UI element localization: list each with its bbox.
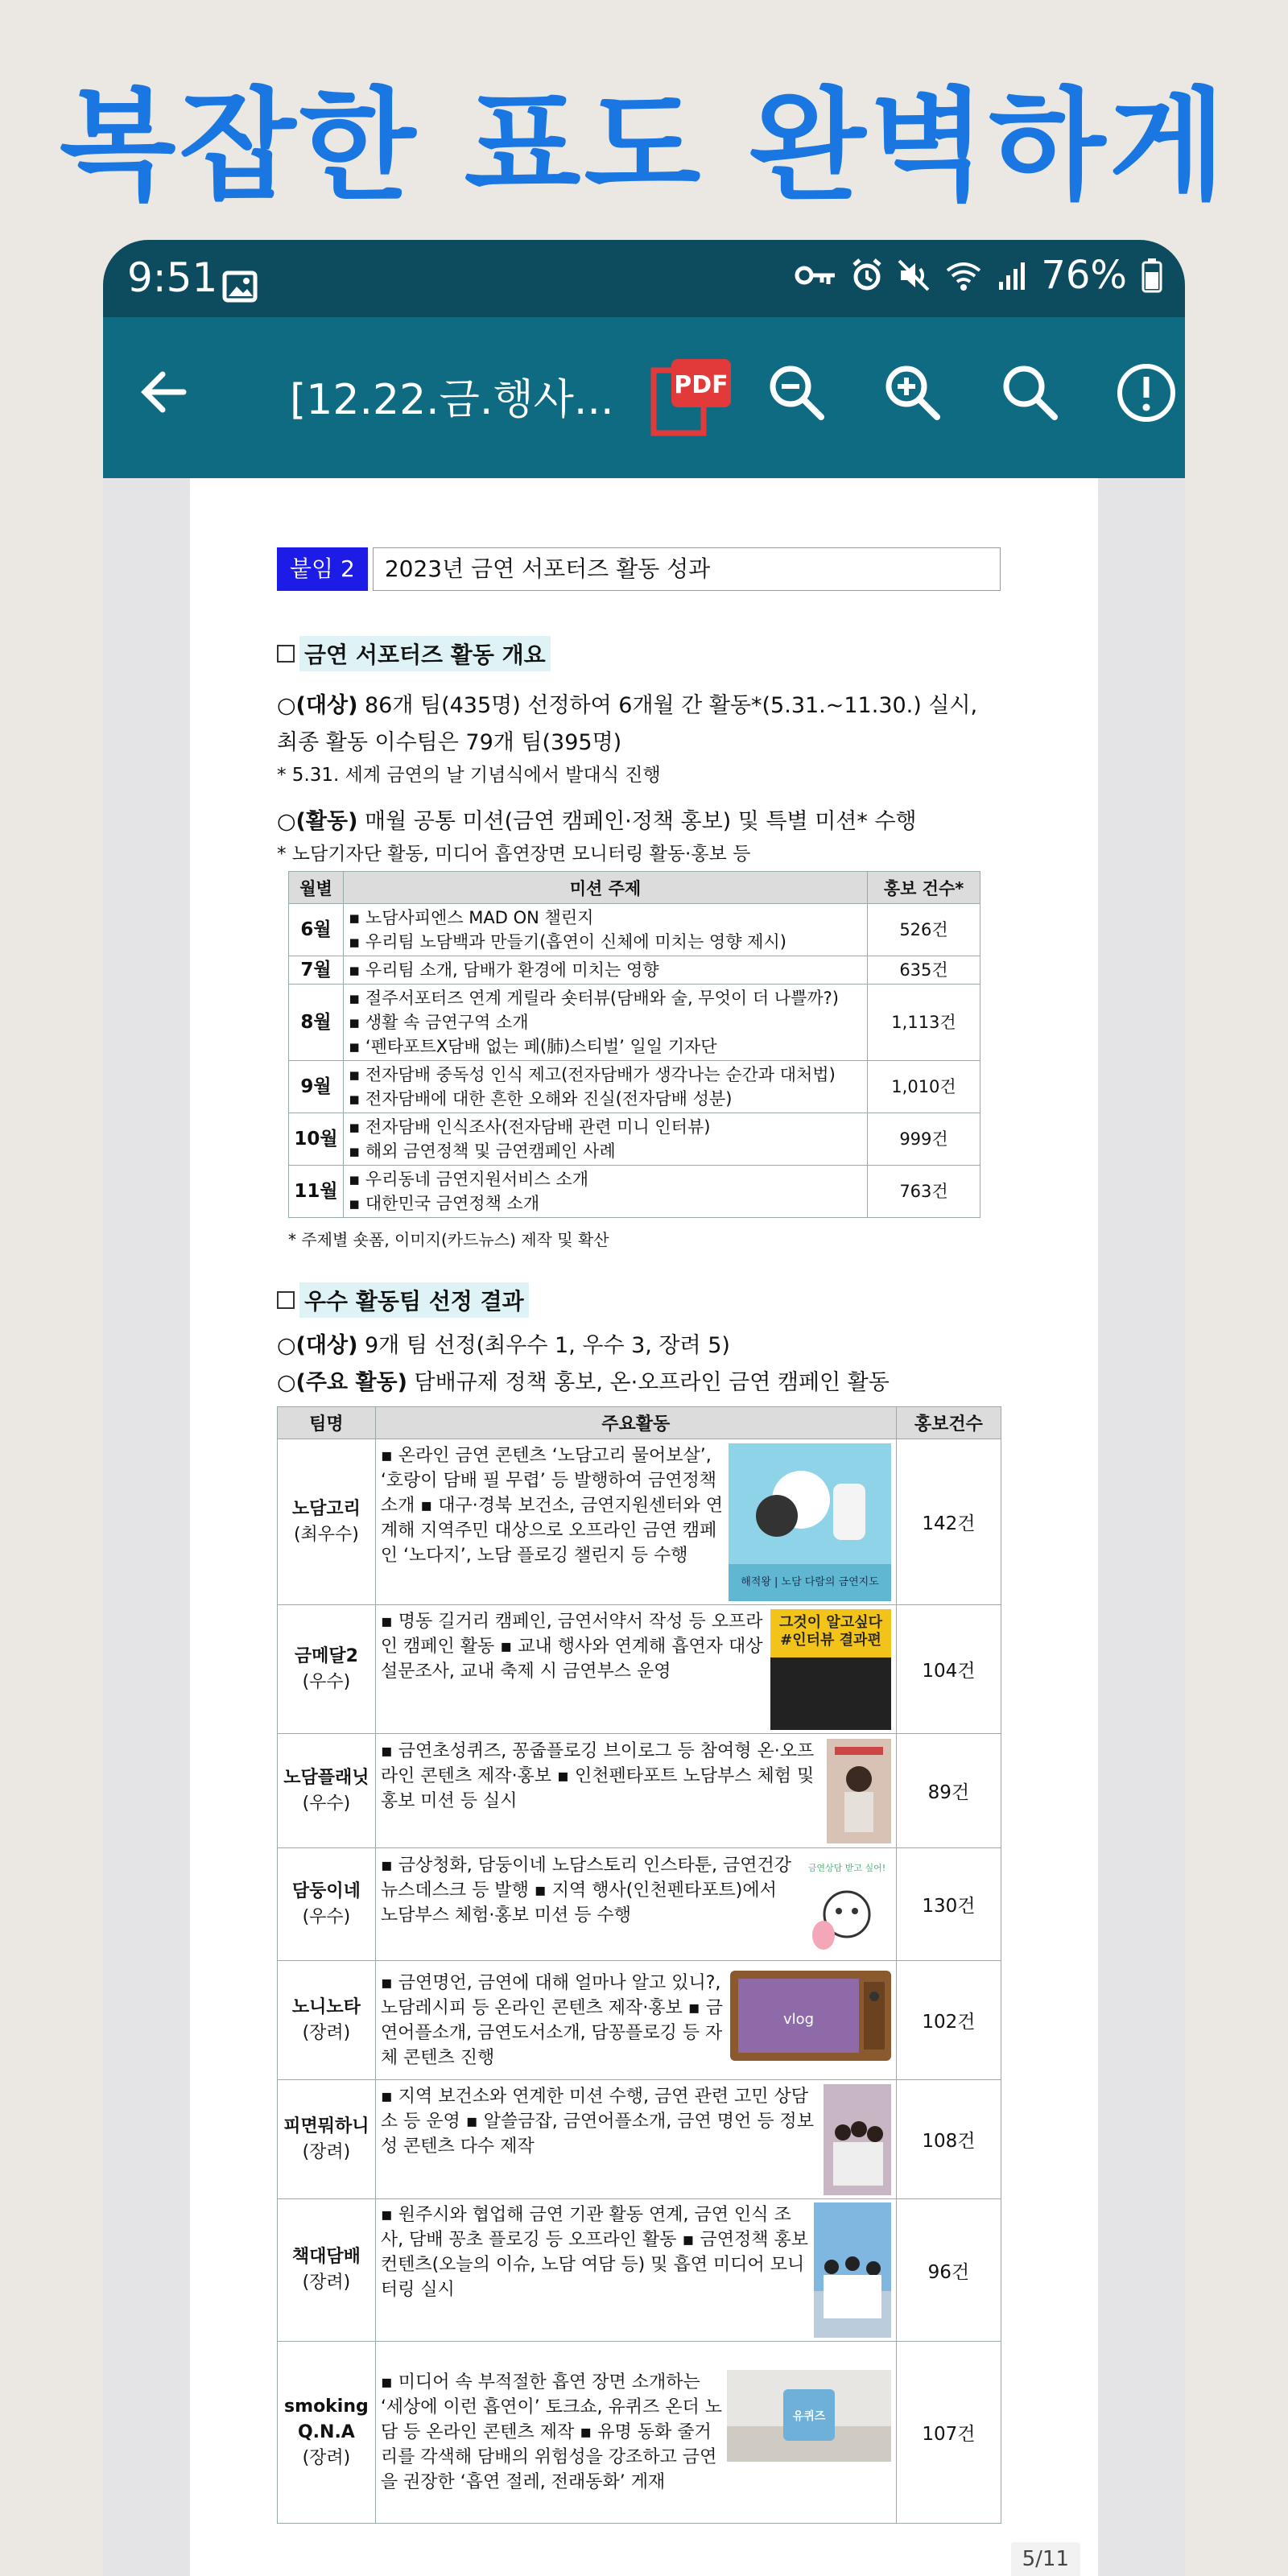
mission-table [288, 871, 980, 1218]
table-row: 노담플래닛 (우수) ▪ 금연초성퀴즈, 꽁줍플로깅 브이로그 등 참여형 온·오프라인 콘텐츠 제작·홍보 ▪ 인천펜타포트 노담부스 체험 및 홍보 미션 등 실시 89건 [278, 1734, 1001, 1848]
gallery-notification-icon [222, 270, 258, 303]
status-icons [795, 253, 1162, 298]
paragraph-target: ○(대상) 86개 팀(435명) 선정하여 6개월 간 활동*(5.31.~11.30.) 실시, 최종 활동 이수팀은 79개 팀(395명) [277, 693, 978, 755]
status-bar [103, 240, 1185, 317]
attachment-tag: 붙임 2 [277, 547, 368, 591]
table-row: 11월 ▪ 우리동네 금연지원서비스 소개 ▪ 대한민국 금연정책 소개 763건 [289, 1166, 980, 1218]
thumbnail-image [803, 1853, 891, 1956]
paragraph-activity: ○(활동) 매월 공통 미션(금연 캠페인·정책 홍보) 및 특별 미션* 수행 [277, 809, 917, 834]
wifi-icon [944, 259, 983, 291]
table-row: 7월 ▪ 우리팀 소개, 담배가 환경에 미치는 영향 635건 [289, 956, 980, 985]
battery-percent: 76% [1041, 253, 1127, 298]
app-bar [103, 317, 1185, 478]
paragraph-main-activity: ○(주요 활동) 담배규제 정책 홍보, 온·오프라인 금연 캠페인 활동 [277, 1370, 890, 1395]
back-arrow-icon[interactable] [135, 364, 192, 420]
table-row: smoking Q.N.A (장려) 유퀴즈 ▪ 미디어 속 부적절한 흡연 장면 소개하는 ‘세상에 이런 흡연이’ 토크쇼, 유퀴즈 온더 노담 등 온라인 콘텐츠 제작 ▪ 유명 동화 줄거리를 각색해 담배의 위험성을 강조하고 금연을 권장한 ‘흡연 절레, 전래동화’ 게재 107건 [278, 2342, 1001, 2524]
thumbnail-image: 그것이 알고싶다 #인터뷰 결과편 [770, 1609, 891, 1730]
table-row: 10월 ▪ 전자담배 인식조사(전자담배 관련 미니 인터뷰) ▪ 해외 금연정책 및 금연캠페인 사례 999건 [289, 1113, 980, 1166]
phone-frame [103, 240, 1185, 2576]
col-header-count: 홍보 건수* [868, 872, 980, 904]
alarm-icon [851, 258, 883, 292]
pdf-export-icon[interactable] [650, 356, 734, 436]
attachment-header [277, 547, 1001, 591]
thumbnail-image [727, 2370, 891, 2462]
col-header-activity: 주요활동 [375, 1407, 896, 1439]
battery-icon [1141, 258, 1162, 293]
paragraph-selection: ○(대상) 9개 팀 선정(최우수 1, 우수 3, 장려 5) [277, 1333, 730, 1358]
checkbox-square-icon [277, 645, 295, 663]
thumbnail-image [730, 1971, 891, 2061]
col-header-team: 팀명 [278, 1407, 376, 1439]
zoom-out-icon[interactable] [765, 361, 829, 425]
table-row: 8월 ▪ 절주서포터즈 연계 게릴라 숏터뷰(담배와 술, 무엇이 더 나쁠까?) ▪ 생활 속 금연구역 소개 ▪ ‘펜타포트X담배 없는 페(肺)스티벌’ 일일 기자단 1,113건 [289, 985, 980, 1061]
col-header-promo-count: 홍보건수 [896, 1407, 1001, 1439]
signal-icon [997, 259, 1026, 291]
document-body [277, 530, 1001, 2524]
thumbnail-image [827, 1739, 891, 1843]
zoom-in-icon[interactable] [881, 361, 945, 425]
table-row: 노니노타 (장려) vlog ▪ 금연명언, 금연에 대해 얼마나 알고 있니?, 노담레시피 등 온라인 콘텐츠 제작·홍보 ▪ 금연어플소개, 금연도서소개, 담꽁플로깅 등 자체 콘텐츠 진행 102건 [278, 1961, 1001, 2080]
section-heading-overview: 금연 서포터즈 활동 개요 [277, 636, 1001, 671]
mute-icon [898, 259, 930, 291]
thumbnail-image [824, 2084, 891, 2195]
checkbox-square-icon [277, 1291, 295, 1309]
table-row: 피면뭐하니 (장려) ▪ 지역 보건소와 연계한 미션 수행, 금연 관련 고민 상담소 등 운영 ▪ 알쓸금잡, 금연어플소개, 금연 명언 등 정보성 콘텐츠 다수 제작 108건 [278, 2080, 1001, 2199]
svg-text:PDF: PDF [674, 371, 729, 399]
note-special-mission: * 노담기자단 활동, 미디어 흡연장면 모니터링 활동·홍보 등 [277, 844, 751, 865]
promo-headline: 복잡한 표도 완벽하게 [59, 76, 1229, 217]
table-row: 금메달2 (우수) 그것이 알고싶다 #인터뷰 결과편 ▪ 명동 길거리 캠페인, 금연서약서 작성 등 오프라인 캠페인 활동 ▪ 교내 행사와 연계해 흡연자 대상 설문조사, 교내 축제 시 금연부스 운영 104건 [278, 1605, 1001, 1734]
document-title: [12.22.금.행사... [290, 376, 614, 424]
vpn-key-icon [795, 263, 836, 287]
col-header-topic: 미션 주제 [344, 872, 868, 904]
note-shortform: * 주제별 숏폼, 이미지(카드뉴스) 제작 및 확산 [288, 1230, 609, 1249]
table-row: 노담고리 (최우수) 해적왕 | 노담 다람의 금연지도 ▪ 온라인 금연 콘텐츠 ‘노담고리 물어보살’, ‘호랑이 담배 필 무렵’ 등 발행하여 금연정책 소개 ▪ 대구·경북 보건소, 금연지원센터와 연계해 지역주민 대상으로 오프라인 금연 캠페인 ‘노다지’, 노담 플로깅 챌린지 등 수행 142건 [278, 1439, 1001, 1605]
info-alert-icon[interactable] [1114, 361, 1179, 425]
pdf-page[interactable] [190, 478, 1098, 2576]
svg-text:해적왕 | 노담 다람의 금연지도: 해적왕 | 노담 다람의 금연지도 [740, 1575, 879, 1588]
section-heading-results: 우수 활동팀 선정 결과 [277, 1282, 1001, 1318]
svg-text:금연상담 받고 싶어!: 금연상담 받고 싶어! [807, 1862, 886, 1873]
thumbnail-image [814, 2202, 891, 2338]
thumbnail-image [729, 1443, 891, 1601]
table-row: 책대담배 (장려) ▪ 원주시와 협업해 금연 기관 활동 연계, 금연 인식 조사, 담배 꽁초 플로깅 등 오프라인 활동 ▪ 금연정책 홍보 컨텐츠(오늘의 이슈, 노담 여담 등) 및 흡연 미디어 모니터링 실시 96건 [278, 2199, 1001, 2342]
note-launch: * 5.31. 세계 금연의 날 기념식에서 발대식 진행 [277, 765, 661, 786]
col-header-month: 월별 [289, 872, 344, 904]
svg-text:vlog: vlog [782, 2010, 814, 2028]
table-row: 6월 ▪ 노담사피엔스 MAD ON 챌린지 ▪ 우리팀 노담백과 만들기(흡연이 신체에 미치는 영향 제시) 526건 [289, 904, 980, 956]
svg-text:유퀴즈: 유퀴즈 [792, 2410, 826, 2423]
page-indicator: 5/11 [1011, 2542, 1080, 2576]
attachment-title: 2023년 금연 서포터즈 활동 성과 [373, 547, 1001, 591]
search-icon[interactable] [998, 361, 1063, 425]
status-time: 9:51 [127, 254, 218, 301]
table-row: 담둥이네 (우수) 금연상담 받고 싶어! ▪ 금상청화, 담둥이네 노담스토리 인스타툰, 금연건강뉴스데스크 등 발행 ▪ 지역 행사(인천펜타포트)에서 노담부스 체험·홍보 미션 등 수행 130건 [278, 1848, 1001, 1961]
team-table [277, 1406, 1001, 2524]
table-row: 9월 ▪ 전자담배 중독성 인식 제고(전자담배가 생각나는 순간과 대처법) ▪ 전자담배에 대한 흔한 오해와 진실(전자담배 성분) 1,010건 [289, 1061, 980, 1113]
